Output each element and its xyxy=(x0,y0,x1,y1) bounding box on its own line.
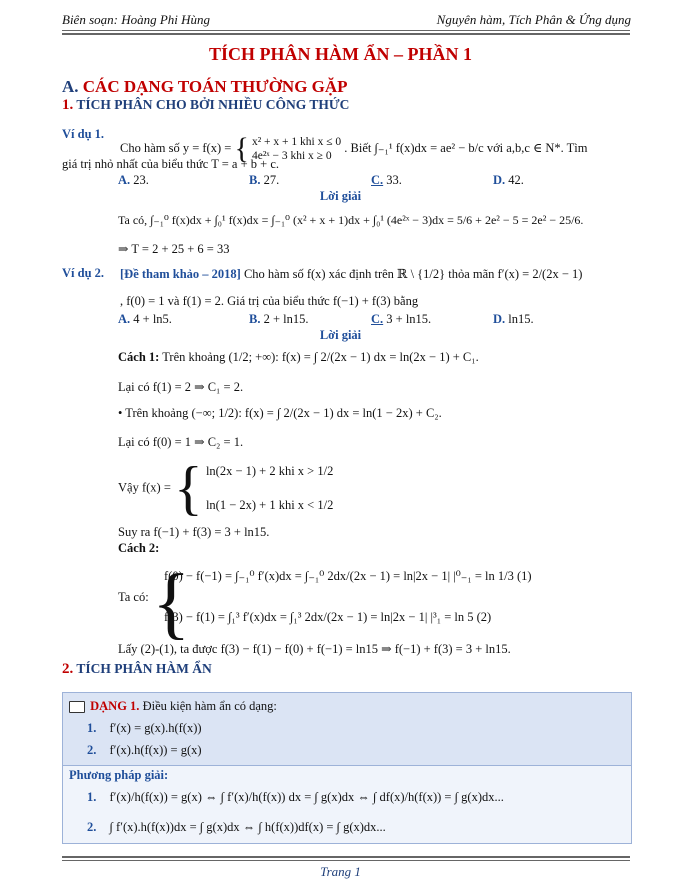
ex2-ta-co: Ta có: xyxy=(118,590,149,604)
ex1-answer-c[interactable]: C. 33. xyxy=(371,173,402,187)
footer-rule-thick xyxy=(62,856,630,858)
example-2-question xyxy=(120,266,582,282)
ex2-answer-b[interactable]: B. 2 + ln15. xyxy=(249,312,309,326)
ex2-source: [Đề tham khảo – 2018] xyxy=(120,267,241,281)
header-rule-thick xyxy=(62,33,630,35)
ex2-answer-c[interactable]: C. 3 + ln15. xyxy=(371,312,432,326)
subsection-1-text: TÍCH PHÂN CHO BỞI NHIỀU CÔNG THỨC xyxy=(76,97,350,112)
ex2-case2: ln(1 − 2x) + 1 khi x < 1/2 xyxy=(205,498,334,512)
ex1-solution-line2: ⇒ T = 2 + 25 + 6 = 33 xyxy=(118,242,230,256)
ex2-cach1-d: Lại có f(0) = 1 ⇒ C₂ = 1. xyxy=(118,435,244,449)
ex1-q2: . Biết ∫₋₁¹ f(x)dx = ae² − b/c với a,b,c ∈ N*. Tìm xyxy=(344,140,588,155)
ex1-answer-a[interactable]: A. 23. xyxy=(118,173,149,187)
dang-1-box xyxy=(62,692,632,844)
condition-2: 2. f′(x).h(f(x)) = g(x) xyxy=(87,743,202,757)
ex2-conclusion: Lấy (2)-(1), ta được f(3) − f(1) − f(0) + f(−1) = ln15 ⇒ f(−1) + f(3) = 3 + ln15. xyxy=(118,642,511,656)
ex2-piecewise xyxy=(118,454,333,522)
ex2-q1: Cho hàm số f(x) xác định trên ℝ \ {1/2} thỏa mãn f′(x) = 2/(2x − 1) xyxy=(243,267,583,281)
ex2-suy-ra: Suy ra f(−1) + f(3) = 3 + ln15. xyxy=(118,525,270,539)
brace-icon: { xyxy=(234,132,249,165)
method-step-2: 2. ∫ f′(x).h(f(x))dx = ∫ g(x)dx ⇔ ∫ h(f(x))df(x) = ∫ g(x)dx... xyxy=(87,820,386,834)
dang-1-heading xyxy=(69,699,277,714)
subsection-2-text: TÍCH PHÂN HÀM ẨN xyxy=(76,661,212,676)
page-number: Trang 1 xyxy=(320,864,361,879)
subsection-2-heading xyxy=(62,661,212,678)
ex2-answer-d[interactable]: D. ln15. xyxy=(493,312,534,326)
example-2-label: Ví dụ 2. xyxy=(62,266,105,280)
ex1-q3: giá trị nhỏ nhất của biểu thức T = a + b + c. xyxy=(62,157,279,171)
ex2-cach1-b: Lại có f(1) = 2 ⇒ C₁ = 2. xyxy=(118,380,244,394)
ex2-case1: ln(2x − 1) + 2 khi x > 1/2 xyxy=(205,464,334,478)
ex2-vay: Vậy f(x) = xyxy=(118,480,171,495)
ex1-q1: Cho hàm số y = f(x) = xyxy=(120,140,232,155)
subsection-2-num: 2. xyxy=(62,661,74,677)
header-right: Nguyên hàm, Tích Phân & Ứng dụng xyxy=(436,12,631,27)
footer-rule xyxy=(62,860,630,861)
ex2-cach1 xyxy=(118,350,479,365)
section-a-text: CÁC DẠNG TOÁN THƯỜNG GẶP xyxy=(82,77,348,96)
ex1-answer-d[interactable]: D. 42. xyxy=(493,173,524,187)
brace-icon: { xyxy=(152,559,191,647)
ex1-answer-b[interactable]: B. 27. xyxy=(249,173,280,187)
section-a-heading xyxy=(62,77,348,97)
section-a-letter: A. xyxy=(62,77,79,96)
dang-1-text: Điều kiện hàm ẩn có dạng: xyxy=(142,699,277,713)
ex2-solution-heading: Lời giải xyxy=(319,328,362,342)
subsection-1-num: 1. xyxy=(62,97,74,113)
example-1-label: Ví dụ 1. xyxy=(62,127,105,141)
ex2-row1: f(0) − f(−1) = ∫₋₁⁰ f′(x)dx = ∫₋₁⁰ 2dx/(2x − 1) = ln|2x − 1| |⁰₋₁ = ln 1/3 (1) xyxy=(164,569,532,583)
folder-icon xyxy=(69,701,85,713)
header-left: Biên soạn: Hoàng Phi Hùng xyxy=(62,12,211,27)
brace-icon: { xyxy=(174,455,203,521)
method-heading: Phương pháp giải: xyxy=(69,768,169,782)
dang-1-label: DẠNG 1. xyxy=(90,699,140,713)
ex2-cach1-c: • Trên khoảng (−∞; 1/2): f(x) = ∫ 2/(2x − 1) dx = ln(1 − 2x) + C₂. xyxy=(118,406,442,420)
dang-1-method xyxy=(63,766,631,843)
ex1-solution-heading: Lời giải xyxy=(319,189,362,203)
ex2-cases xyxy=(206,454,333,522)
condition-1: 1. f′(x) = g(x).h(f(x)) xyxy=(87,721,202,735)
ex2-cach1-label: Cách 1: xyxy=(118,350,160,364)
page-title: TÍCH PHÂN HÀM ẨN – PHẦN 1 xyxy=(209,44,472,64)
ex1-case2: 4e²ˣ − 3 khi x ≥ 0 xyxy=(251,150,332,162)
ex2-q2: , f(0) = 1 và f(1) = 2. Giá trị của biểu thức f(−1) + f(3) bằng xyxy=(120,294,419,308)
ex2-answer-a[interactable]: A. 4 + ln5. xyxy=(118,312,172,326)
subsection-1-heading xyxy=(62,97,349,114)
ex2-row2: f(3) − f(1) = ∫₁³ f′(x)dx = ∫₁³ 2dx/(2x − 1) = ln|2x − 1| |³₁ = ln 5 (2) xyxy=(164,610,492,624)
method-step-1: 1. f′(x)/h(f(x)) = g(x) ⇔ ∫ f′(x)/h(f(x)) dx = ∫ g(x)dx ⇔ ∫ df(x)/h(f(x)) = ∫ g(x)dx... xyxy=(87,790,504,804)
dang-1-conditions xyxy=(63,693,631,766)
header-rule xyxy=(62,30,630,31)
ex1-case1: x² + x + 1 khi x ≤ 0 xyxy=(251,136,342,148)
ex1-solution-line1: Ta có, ∫₋₁⁰ f(x)dx + ∫₀¹ f(x)dx = ∫₋₁⁰ (x² + x + 1)dx + ∫₀¹ (4e²ˣ − 3)dx = 5/6 + 2e² − 5 = 2e² − 25/6. xyxy=(118,213,584,227)
ex2-cach1-text: Trên khoảng (1/2; +∞): f(x) = ∫ 2/(2x − 1) dx = ln(2x − 1) + C₁. xyxy=(162,350,479,364)
ex2-cach2-label: Cách 2: xyxy=(118,541,160,555)
